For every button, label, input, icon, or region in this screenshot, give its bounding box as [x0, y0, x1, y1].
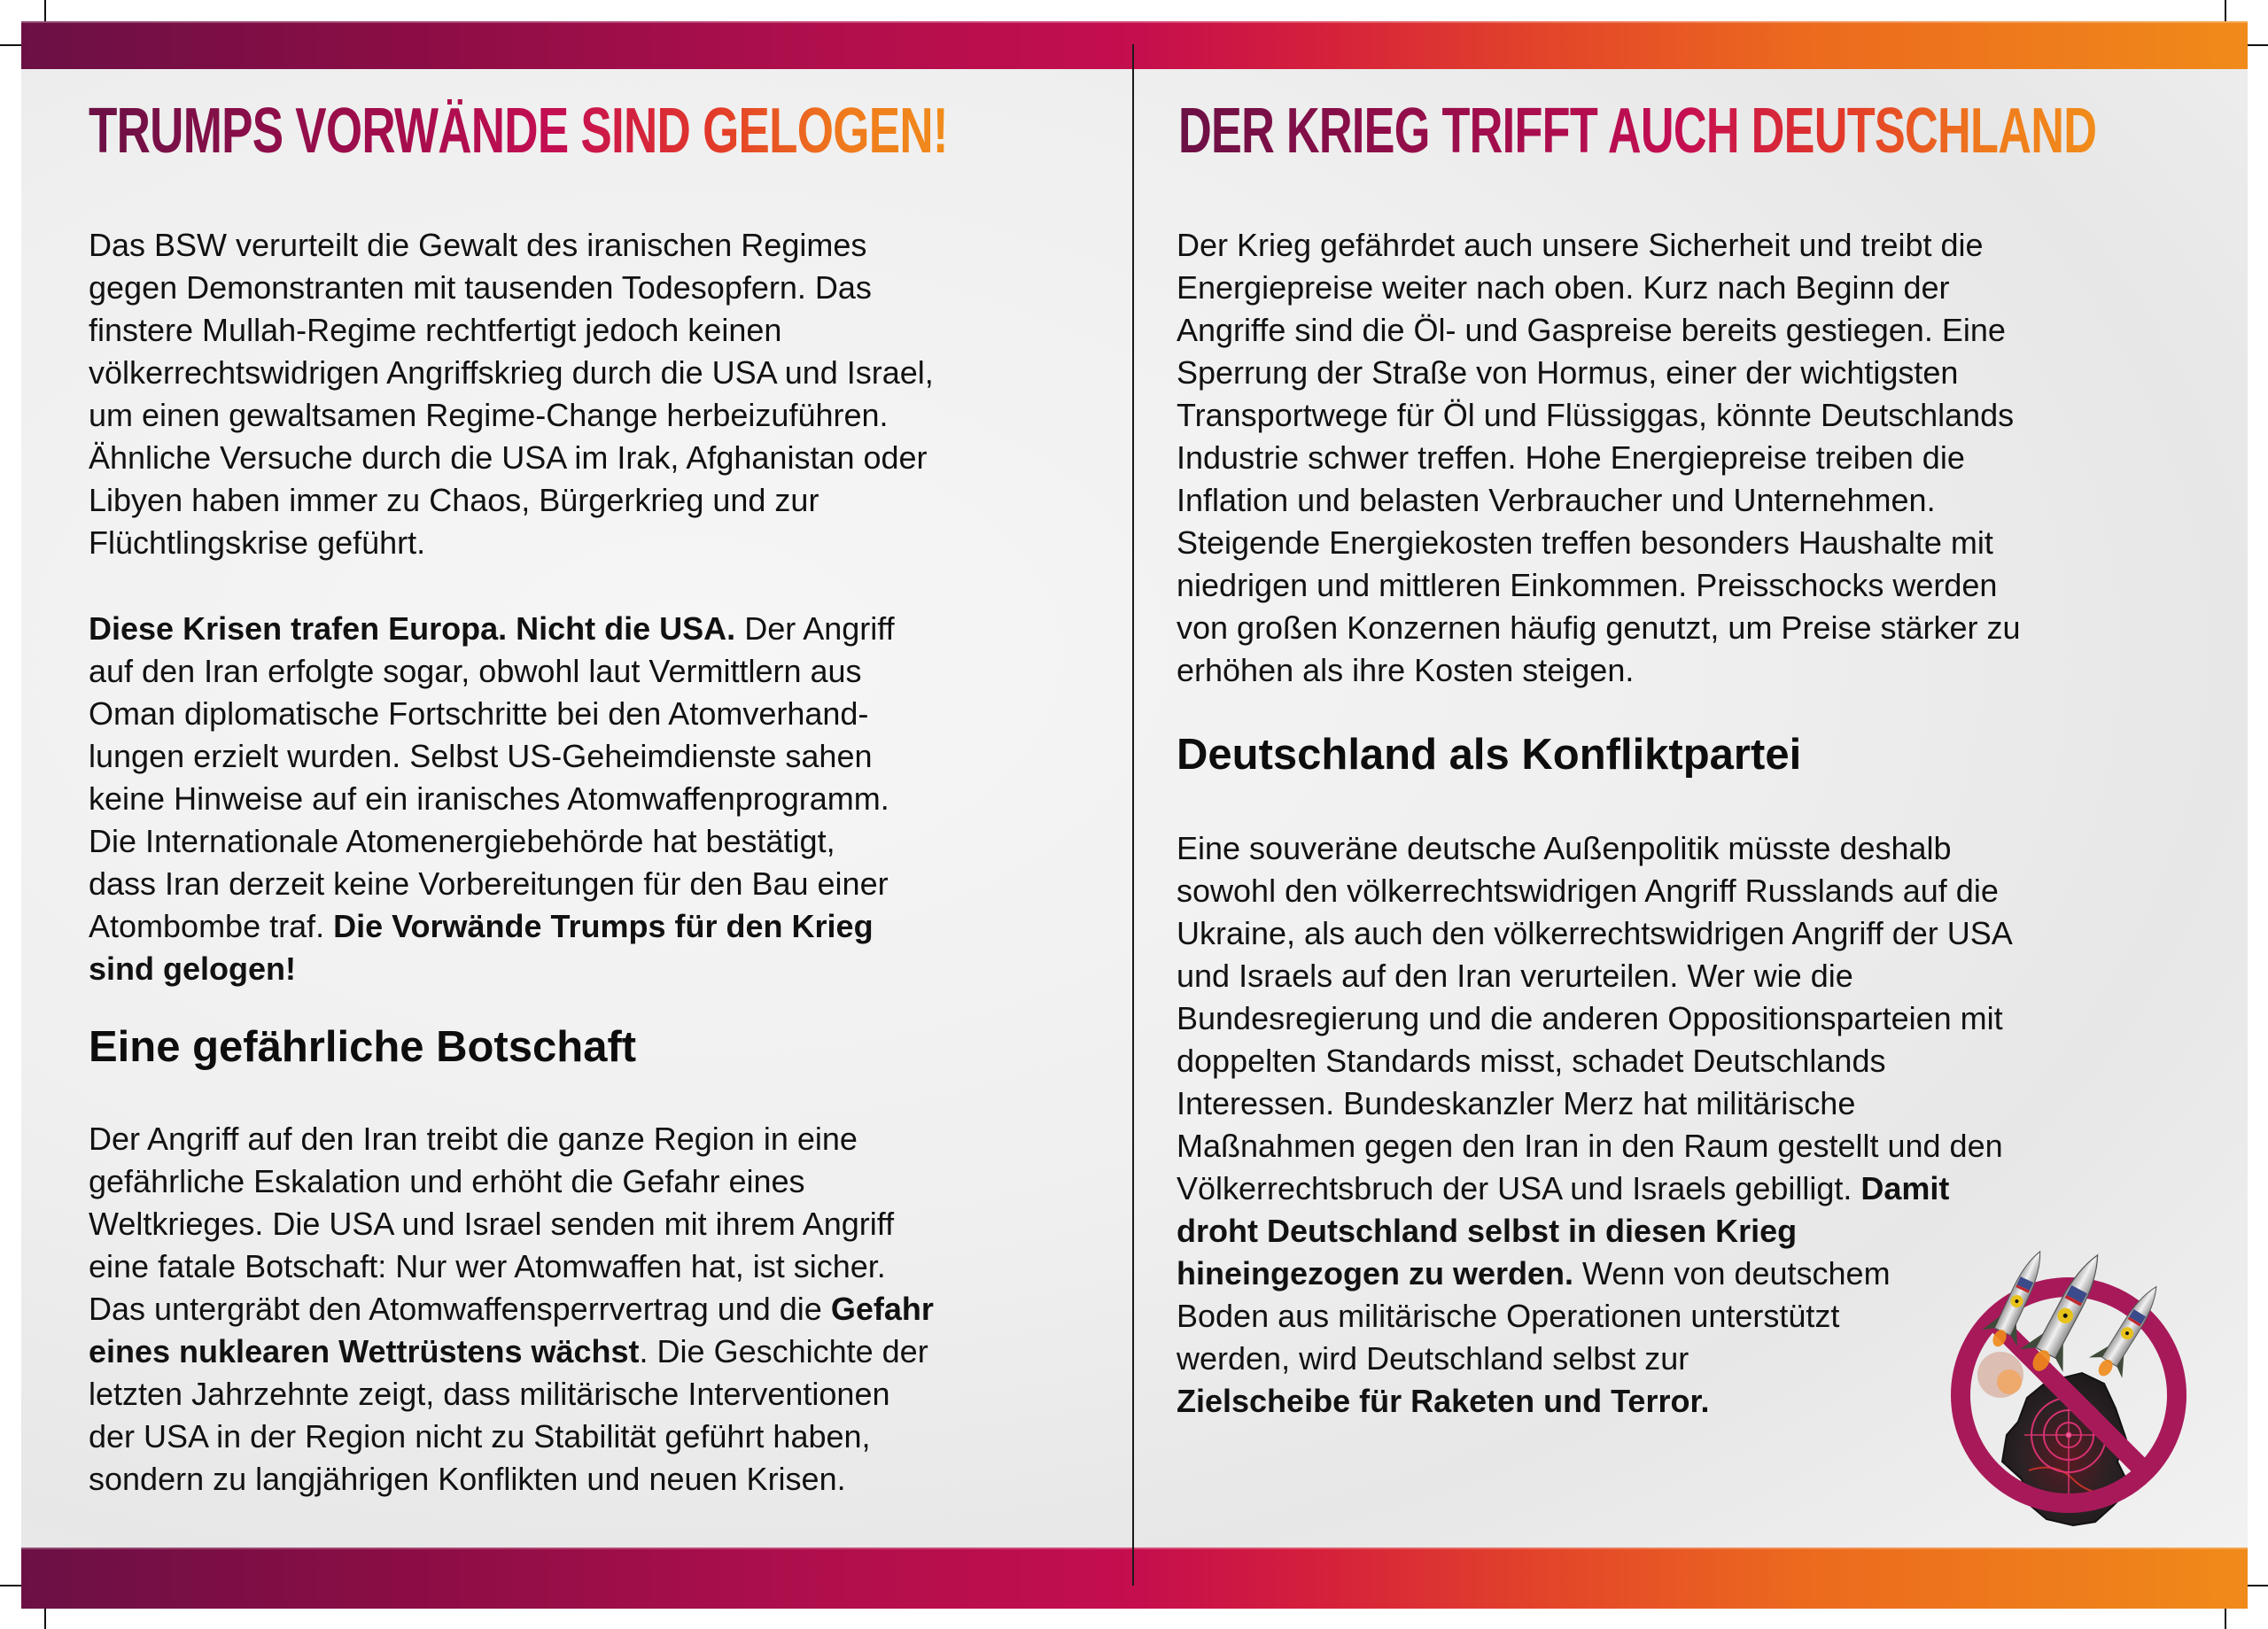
- paragraph-line: [1177, 607, 2021, 649]
- body-text: von großen Konzernen häufig genutzt, um Preise stärker zu: [1177, 609, 2021, 646]
- paragraph-line: [89, 522, 425, 564]
- body-text: erhöhen als ihre Kosten steigen.: [1177, 652, 1635, 688]
- paragraph-line: [89, 1373, 889, 1416]
- paragraph-line: [89, 479, 819, 522]
- paragraph-line: [89, 608, 895, 650]
- crop-mark: [44, 0, 46, 21]
- bold-text: Diese Krisen trafen Europa. Nicht die USA.: [89, 610, 736, 647]
- body-text: sondern zu langjährigen Konflikten und neuen Krisen.: [89, 1461, 846, 1497]
- body-text: Der Angriff: [735, 610, 895, 647]
- body-text: Der Krieg gefährdet auch unsere Sicherheit und treibt die: [1177, 227, 1984, 263]
- bottom-gradient-band: [21, 1548, 2248, 1609]
- body-text: Ähnliche Versuche durch die USA im Irak, Afghanistan oder: [89, 439, 928, 476]
- section-subheading: Eine gefährliche Botschaft: [89, 1023, 637, 1071]
- bold-text: Gefahr: [830, 1291, 934, 1327]
- paragraph-line: [89, 309, 781, 352]
- paragraph-line: [89, 948, 296, 990]
- paragraph-line: [89, 267, 872, 309]
- paragraph-line: [89, 1416, 871, 1458]
- bold-text: Damit: [1860, 1170, 1950, 1206]
- paragraph-line: [1177, 479, 1936, 522]
- body-text: sowohl den völkerrechtswidrigen Angriff Russlands auf die: [1177, 873, 1999, 909]
- body-text: niedrigen und mittleren Einkommen. Preisschocks werden: [1177, 567, 1998, 603]
- paragraph-line: [1177, 912, 2013, 955]
- body-text: Weltkrieges. Die USA und Israel senden mit ihrem Angriff: [89, 1206, 895, 1242]
- crop-mark: [0, 1585, 21, 1586]
- prohibition-sign-icon: [1940, 1240, 2206, 1541]
- paragraph-line: [89, 437, 928, 479]
- body-text: Wenn von deutschem: [1573, 1255, 1891, 1292]
- body-text: Libyen haben immer zu Chaos, Bürgerkrieg und zur: [89, 482, 819, 518]
- paragraph-line: [1177, 1125, 2003, 1167]
- paragraph-line: [89, 1118, 858, 1160]
- bold-text: eines nuklearen Wettrüstens wächst: [89, 1333, 640, 1369]
- body-text: Boden aus militärische Operationen unterstützt: [1177, 1298, 1840, 1334]
- crop-mark: [0, 44, 21, 46]
- paragraph-line: [89, 693, 868, 735]
- bold-text: droht Deutschland selbst in diesen Krieg: [1177, 1213, 1798, 1249]
- paragraph-line: [1177, 1210, 1797, 1253]
- body-text: Eine souveräne deutsche Außenpolitik müsste deshalb: [1177, 830, 1952, 866]
- paragraph-line: [1177, 437, 1965, 479]
- body-text: eine fatale Botschaft: Nur wer Atomwaffen hat, ist sicher.: [89, 1248, 886, 1284]
- body-text: gegen Demonstranten mit tausenden Todesopfern. Das: [89, 269, 872, 306]
- paragraph-line: [89, 1288, 934, 1330]
- paragraph-line: [1177, 394, 2014, 437]
- paragraph-line: [89, 650, 862, 693]
- body-text: Das untergräbt den Atomwaffensperrvertrag und die: [89, 1291, 831, 1327]
- body-text: letzten Jahrzehnte zeigt, dass militärische Interventionen: [89, 1376, 890, 1412]
- body-text: . Die Geschichte der: [639, 1333, 928, 1369]
- paragraph-line: [1177, 1253, 1891, 1295]
- body-text: Angriffe sind die Öl- und Gaspreise bereits gestiegen. Eine: [1177, 312, 2006, 348]
- paragraph-line: [89, 1245, 886, 1288]
- bold-text: sind gelogen!: [89, 950, 296, 987]
- crop-mark: [44, 1609, 46, 1629]
- body-text: Maßnahmen gegen den Iran in den Raum gestellt und den: [1177, 1128, 2003, 1164]
- paragraph-line: [1177, 564, 1997, 607]
- body-text: Industrie schwer treffen. Hohe Energiepreise treiben die: [1177, 439, 1965, 476]
- body-text: Energiepreise weiter nach oben. Kurz nach Beginn der: [1177, 269, 1950, 306]
- left-column-title: TRUMPS VORWÄNDE SIND GELOGEN!: [89, 96, 948, 167]
- paragraph-line: [89, 1458, 846, 1501]
- paragraph-line: [89, 1160, 805, 1203]
- body-text: finstere Mullah-Regime rechtfertigt jedoch keinen: [89, 312, 782, 348]
- body-text: um einen gewaltsamen Regime-Change herbeizuführen.: [89, 397, 889, 433]
- body-text: Sperrung der Straße von Hormus, einer der wichtigsten: [1177, 354, 1959, 391]
- paragraph-line: [1177, 1040, 1885, 1082]
- paragraph-line: [89, 394, 889, 437]
- body-text: keine Hinweise auf ein iranisches Atomwaffenprogramm.: [89, 780, 889, 817]
- bold-text: Zielscheibe für Raketen und Terror.: [1177, 1383, 1710, 1419]
- body-text: Transportwege für Öl und Flüssiggas, könnte Deutschlands: [1177, 397, 2015, 433]
- paragraph-line: [1177, 1167, 1949, 1210]
- fold-line: [1132, 44, 1134, 1586]
- body-text: Inflation und belasten Verbraucher und Unternehmen.: [1177, 482, 1936, 518]
- body-text: werden, wird Deutschland selbst zur: [1177, 1340, 1689, 1377]
- war-illustration: [1940, 1240, 2206, 1541]
- body-text: auf den Iran erfolgte sogar, obwohl laut Vermittlern aus: [89, 653, 862, 689]
- body-text: Bundesregierung und die anderen Oppositionsparteien mit: [1177, 1000, 2003, 1036]
- paragraph-line: [1177, 1295, 1839, 1338]
- section-subheading: Deutschland als Konfliktpartei: [1177, 731, 1802, 779]
- bold-text: Die Vorwände Trumps für den Krieg: [333, 908, 874, 944]
- paragraph-line: [1177, 267, 1950, 309]
- body-text: Atombombe traf.: [89, 908, 334, 944]
- paragraph-line: [89, 224, 866, 267]
- body-text: dass Iran derzeit keine Vorbereitungen für den Bau einer: [89, 865, 889, 902]
- body-text: und Israels auf den Iran verurteilen. Wer wie die: [1177, 958, 1853, 994]
- body-text: völkerrechtswidrigen Angriffskrieg durch die USA und Israel,: [89, 354, 934, 391]
- body-text: Völkerrechtsbruch der USA und Israels gebilligt.: [1177, 1170, 1861, 1206]
- body-text: Oman diplomatische Fortschritte bei den Atomverhand-: [89, 695, 869, 732]
- paragraph-line: [89, 778, 889, 820]
- body-text: Ukraine, als auch den völkerrechtswidrigen Angriff der USA: [1177, 915, 2013, 951]
- paragraph-line: [1177, 1082, 1855, 1125]
- paragraph-line: [89, 352, 934, 394]
- paragraph-line: [1177, 1338, 1689, 1380]
- body-text: Der Angriff auf den Iran treibt die ganze Region in eine: [89, 1121, 858, 1157]
- crop-mark: [2225, 0, 2226, 21]
- body-text: doppelten Standards misst, schadet Deutschlands: [1177, 1043, 1886, 1079]
- paragraph-line: [1177, 309, 2006, 352]
- paragraph-line: [89, 1330, 928, 1373]
- paragraph-line: [1177, 955, 1853, 997]
- body-text: lungen erzielt wurden. Selbst US-Geheimdienste sahen: [89, 738, 873, 774]
- right-column-title: DER KRIEG TRIFFT AUCH DEUTSCHLAND: [1178, 96, 2097, 167]
- body-text: Interessen. Bundeskanzler Merz hat militärische: [1177, 1085, 1856, 1121]
- crop-mark: [2248, 1585, 2268, 1586]
- paragraph-line: [1177, 352, 1958, 394]
- paragraph-line: [89, 905, 874, 948]
- paragraph-line: [1177, 522, 1993, 564]
- paragraph-line: [1177, 1380, 1710, 1423]
- explosion-icon: [1977, 1352, 2023, 1398]
- top-gradient-band: [21, 21, 2248, 69]
- paragraph-line: [1177, 827, 1952, 870]
- paragraph-line: [1177, 997, 2003, 1040]
- body-text: gefährliche Eskalation und erhöht die Gefahr eines: [89, 1163, 805, 1199]
- paragraph-line: [89, 1203, 894, 1245]
- paragraph-line: [89, 863, 889, 905]
- paragraph-line: [1177, 649, 1634, 692]
- paragraph-line: [89, 735, 873, 778]
- paragraph-line: [1177, 224, 1984, 267]
- body-text: Steigende Energiekosten treffen besonders Haushalte mit: [1177, 524, 1993, 561]
- bold-text: hineingezogen zu werden.: [1177, 1255, 1574, 1292]
- crop-mark: [2248, 44, 2268, 46]
- body-text: Die Internationale Atomenergiebehörde hat bestätigt,: [89, 823, 835, 859]
- paragraph-line: [1177, 870, 1999, 912]
- body-text: Flüchtlingskrise geführt.: [89, 524, 426, 561]
- crop-mark: [2225, 1609, 2226, 1629]
- body-text: der USA in der Region nicht zu Stabilität geführt haben,: [89, 1418, 871, 1454]
- paragraph-line: [89, 820, 835, 863]
- body-text: Das BSW verurteilt die Gewalt des iranischen Regimes: [89, 227, 867, 263]
